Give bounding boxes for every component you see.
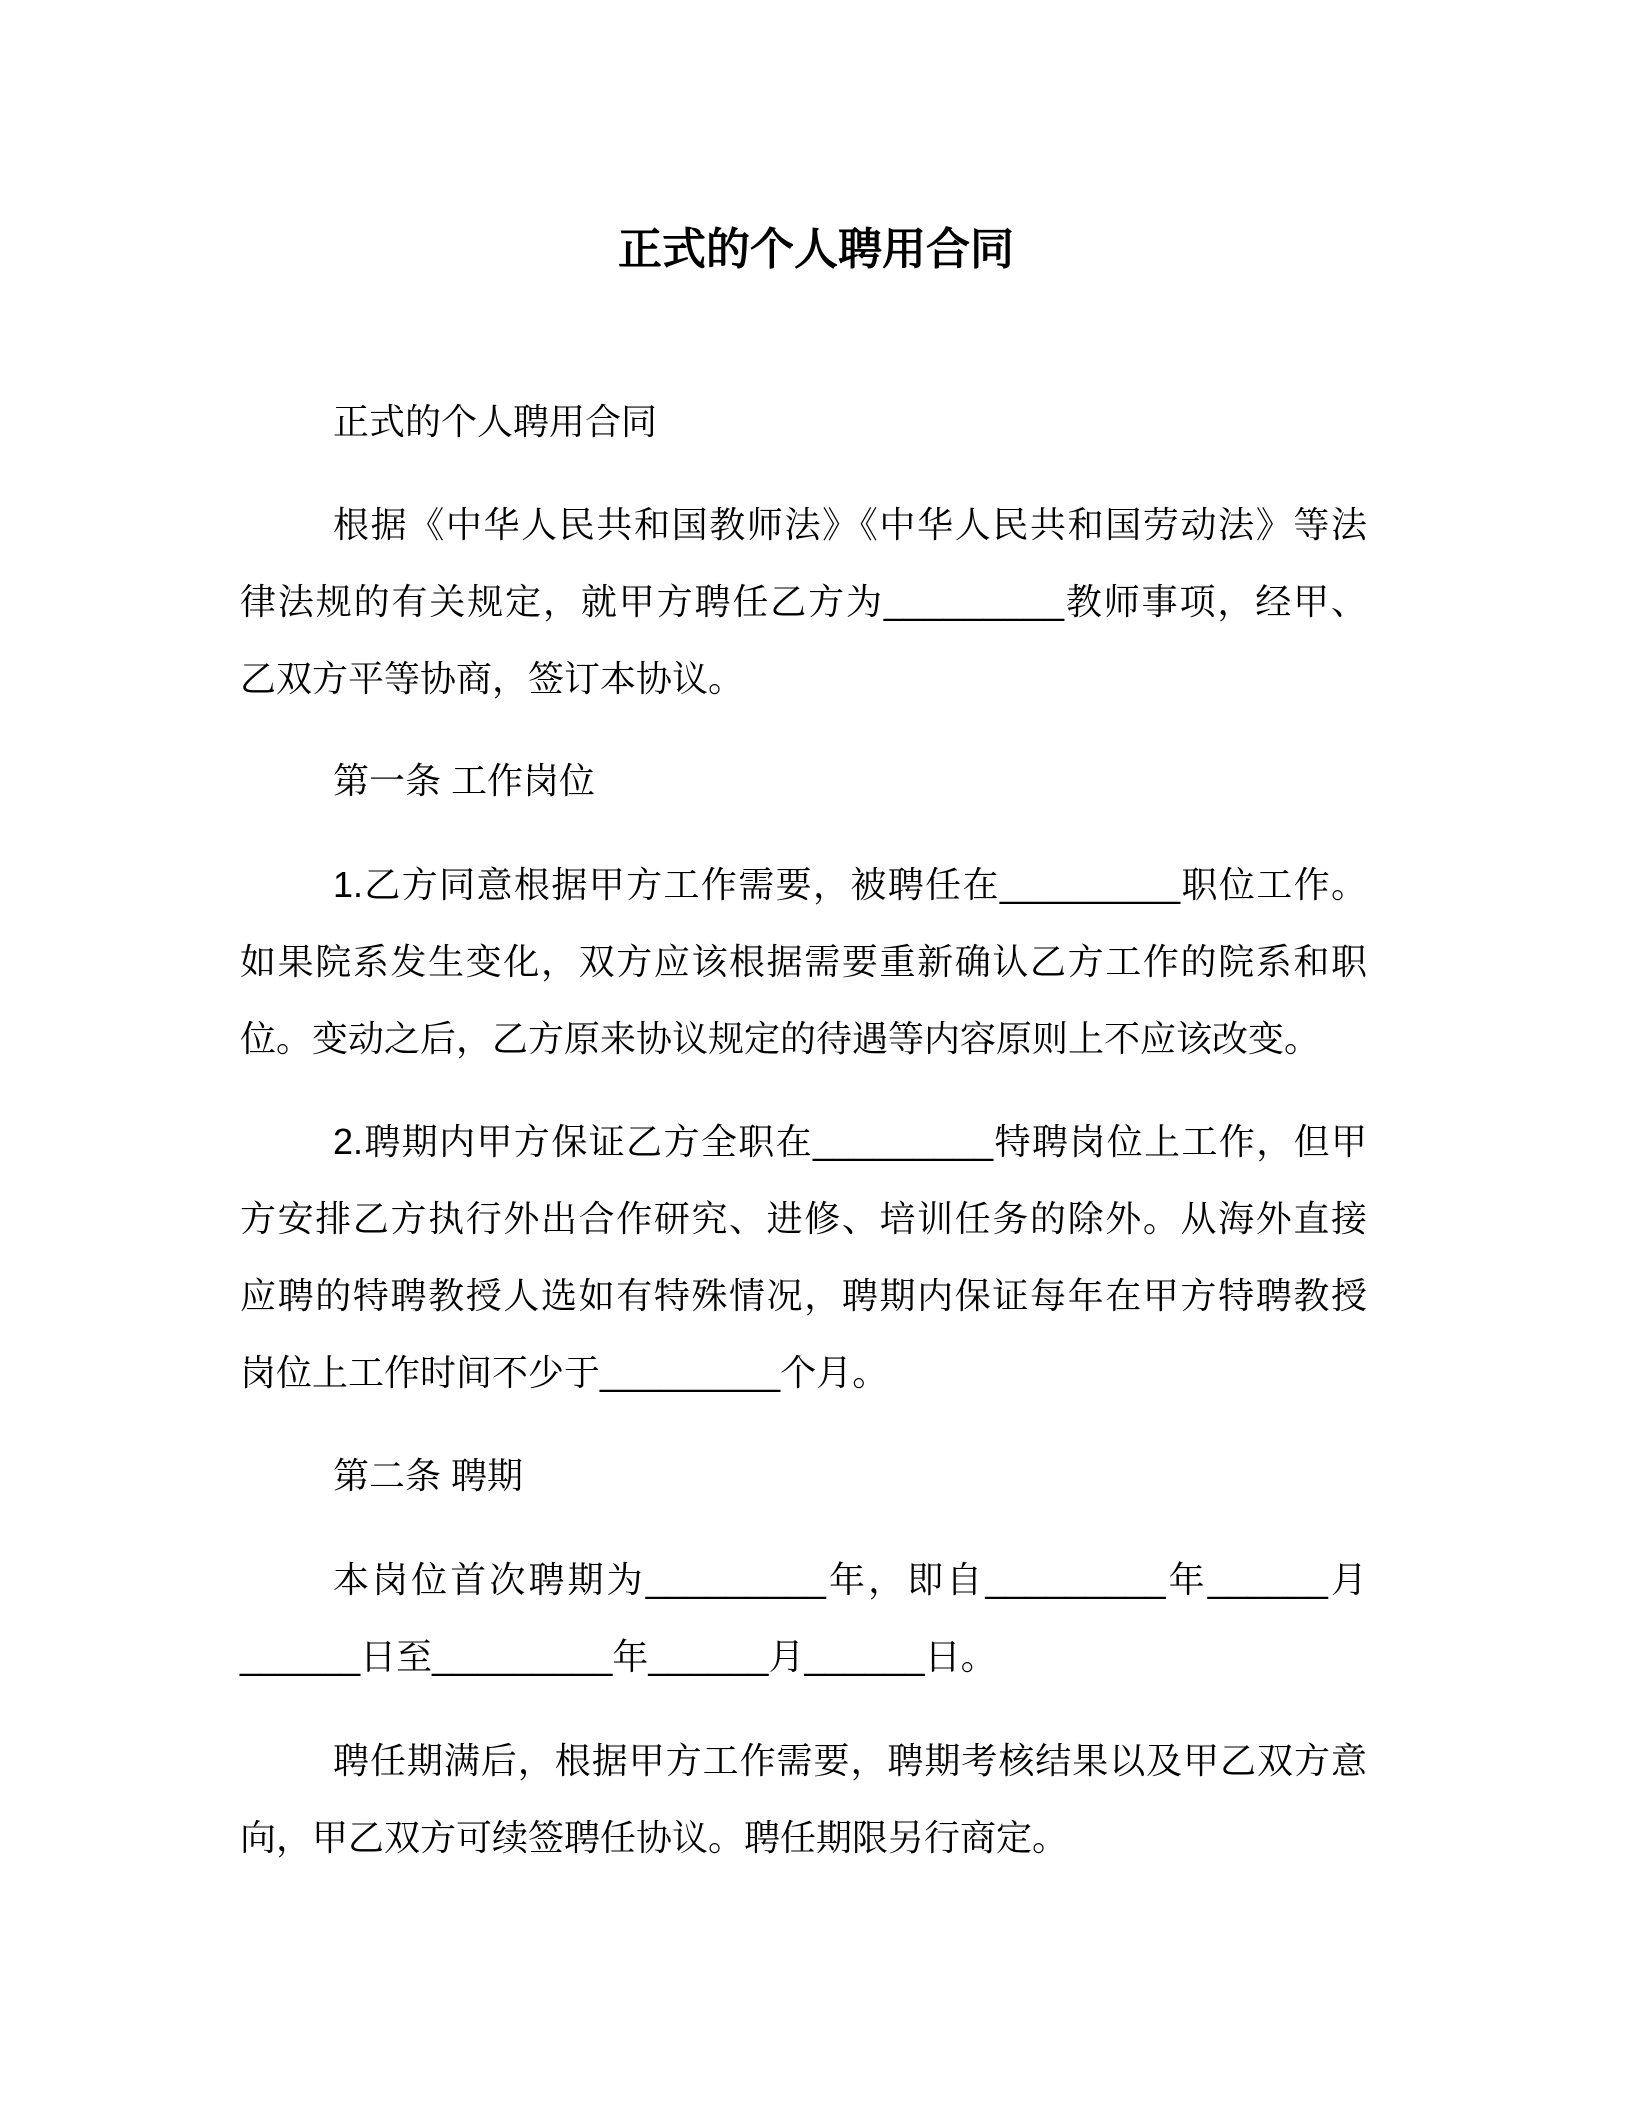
text-line: 本岗位首次聘期为_________年，即自_________年______月 bbox=[333, 1559, 1367, 1600]
article-1-clause-1 bbox=[240, 846, 1367, 1077]
article-2-heading bbox=[240, 1437, 1367, 1514]
renewal-paragraph bbox=[240, 1722, 1367, 1876]
text-line: 律法规的有关规定，就甲方聘任乙方为_________教师事项，经甲、 bbox=[240, 581, 1367, 622]
text-line: 聘任期满后，根据甲方工作需要，聘期考核结果以及甲乙双方意 bbox=[333, 1740, 1367, 1781]
subtitle bbox=[240, 383, 1367, 460]
term-paragraph bbox=[240, 1541, 1367, 1695]
text-line: 正式的个人聘用合同 bbox=[333, 401, 658, 442]
text-line: 方安排乙方执行外出合作研究、进修、培训任务的除外。从海外直接 bbox=[240, 1198, 1367, 1239]
text-line: 2.聘期内甲方保证乙方全职在_________特聘岗位上工作，但甲 bbox=[333, 1121, 1367, 1162]
text-line: 第一条 工作岗位 bbox=[333, 760, 596, 801]
text-line: 位。变动之后，乙方原来协议规定的待遇等内容原则上不应该改变。 bbox=[240, 1018, 1321, 1059]
article-1-clause-2 bbox=[240, 1103, 1367, 1411]
text-line: 根据《中华人民共和国教师法》《中华人民共和国劳动法》等法 bbox=[333, 504, 1367, 545]
text-line: 第二条 聘期 bbox=[333, 1455, 524, 1496]
text-line: 乙双方平等协商，签订本协议。 bbox=[240, 658, 745, 699]
text-line: 岗位上工作时间不少于_________个月。 bbox=[240, 1352, 889, 1393]
article-1-heading bbox=[240, 742, 1367, 819]
document-title: 正式的个人聘用合同 bbox=[618, 225, 1014, 274]
preamble-paragraph bbox=[240, 486, 1367, 717]
text-line: 1.乙方同意根据甲方工作需要，被聘任在_________职位工作。 bbox=[333, 864, 1367, 905]
text-line: 如果院系发生变化，双方应该根据需要重新确认乙方工作的院系和职 bbox=[240, 941, 1367, 982]
text-line: ______日至_________年______月______日。 bbox=[240, 1636, 997, 1677]
text-line: 应聘的特聘教授人选如有特殊情况，聘期内保证每年在甲方特聘教授 bbox=[240, 1275, 1367, 1316]
text-line: 向，甲乙双方可续签聘任协议。聘任期限另行商定。 bbox=[240, 1817, 1069, 1858]
